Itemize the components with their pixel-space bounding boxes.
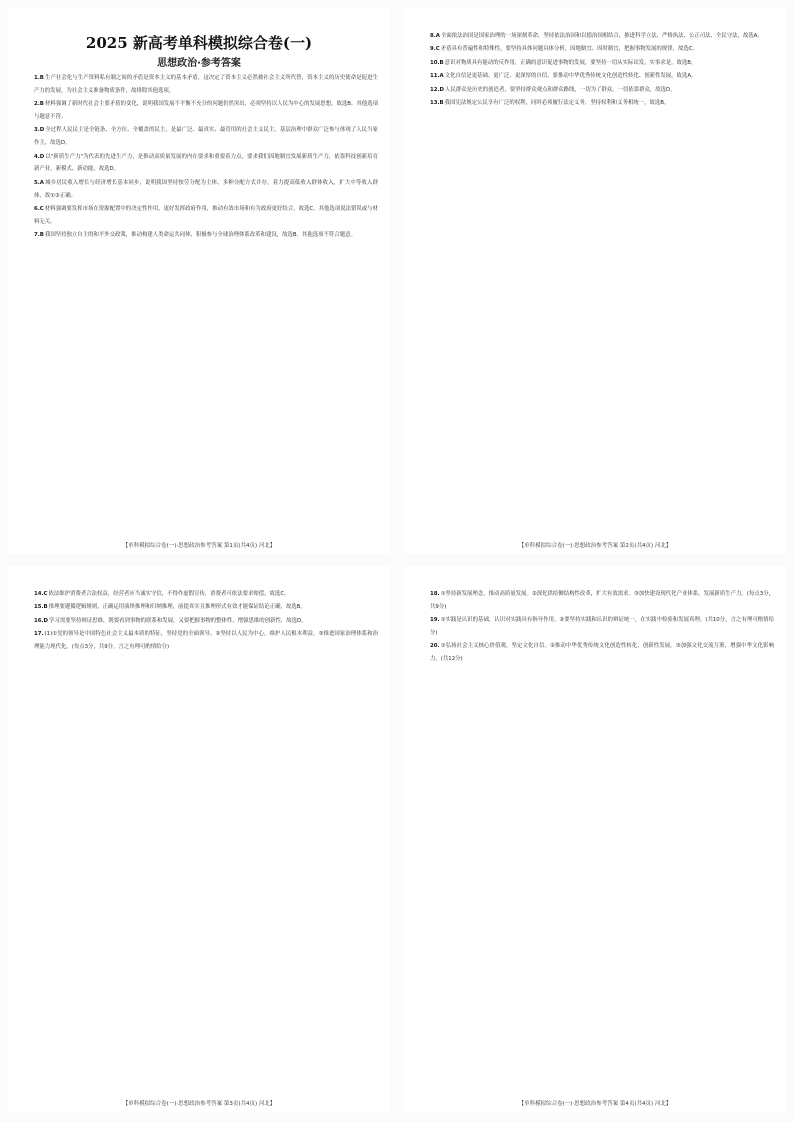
answer-item: 19.①实践是认识的基础，认识对实践具有指导作用。②要坚持实践和认识的辩证统一，在实践中检验和发展真理。(共10分，言之有理可酌情给分): [430, 617, 774, 636]
answer-body: [34, 72, 378, 536]
document-subtitle: 思想政治·参考答案: [157, 58, 241, 69]
answer-item: 18.①坚持新发展理念，推动高质量发展。②深化供给侧结构性改革，扩大有效需求。③加快建设现代化产业体系，发展新质生产力。(每点3分，共9分): [430, 591, 774, 610]
answer-item: 13.B我国宪法规定公民享有广泛的权利，同时必须履行法定义务，坚持权利和义务相统一，故选B。: [430, 99, 670, 106]
answer-item: 3.D全过程人民民主是全链条、全方位、全覆盖的民主，是最广泛、最真实、最管用的社会主义民主，基层治理中群众广泛参与体现了人民当家作主，故选D。: [34, 127, 378, 147]
page-footer: 【单科模拟综合卷(一)·思想政治参考答案 第1页(共4页) 河北】: [122, 543, 276, 549]
answer-body: [430, 30, 774, 536]
answer-page-2: [404, 8, 786, 554]
answer-item: 1.B生产社会化与生产资料私有制之间的矛盾是资本主义的基本矛盾，这决定了资本主义必然被社会主义所代替，资本主义的历史使命是促进生产力的发展，为社会主义准备物质条件，故排除其他选项。: [34, 75, 378, 94]
answer-item: 6.C材料强调要发挥市场在资源配置中的决定性作用，更好发挥政府作用，推动有效市场和有为政府更好结合，故选C。其他选项说法错误或与材料无关。: [34, 205, 378, 225]
page-footer: 【单科模拟综合卷(一)·思想政治参考答案 第4页(共4页) 河北】: [518, 1101, 672, 1107]
answer-body: [430, 588, 774, 1094]
answer-item: 4.D以"新质生产力"为代表的先进生产力，是推动高质量发展的内在要求和重要着力点，要求我们因地制宜发展新质生产力，依靠科技创新培育新产业、新模式、新动能，故选D。: [34, 153, 378, 173]
page-footer: 【单科模拟综合卷(一)·思想政治参考答案 第3页(共4页) 河北】: [122, 1101, 276, 1107]
answer-item: 7.B我国坚持独立自主的和平外交政策，推动构建人类命运共同体，积极参与全球治理体系改革和建设，故选B。其他选项不符合题意。: [34, 232, 356, 239]
page-footer: 【单科模拟综合卷(一)·思想政治参考答案 第2页(共4页) 河北】: [518, 543, 672, 549]
answer-item: 2.B材料强调了新时代社会主要矛盾的变化，说明我国发展不平衡不充分的问题仍然突出，必须坚持以人民为中心的发展思想，故选B。其他选项与题意不符。: [34, 101, 378, 120]
answer-item: 10.B意识对物质具有能动的反作用，正确的意识促进事物的发展，要坚持一切从实际出发，实事求是，故选B。: [430, 59, 697, 66]
answer-body: [34, 588, 378, 1094]
answer-item: 12.D人民群众是历史的创造者，要坚持群众观点和群众路线，一切为了群众，一切依靠群众，故选D。: [430, 86, 676, 93]
answer-item: 8.A全面依法治国是国家治理的一场深刻革命，坚持依法治国和以德治国相结合，推进科学立法、严格执法、公正司法、全民守法，故选A。: [430, 33, 763, 39]
answer-item: 5.A城乡居民收入增长与经济增长基本同步，说明我国坚持按劳分配为主体、多种分配方式并存，着力提高低收入群体收入，扩大中等收入群体，故①②正确。: [34, 179, 378, 199]
document-title: 2025 新高考单科模拟综合卷(一): [85, 34, 313, 52]
answer-item: 17.(1)①党的领导是中国特色社会主义最本质的特征，坚持党的全面领导。②坚持以人民为中心，维护人民根本利益。③推进国家治理体系和治理能力现代化。(每点3分，共9分，言之有理可酌情给分): [34, 631, 378, 650]
answer-page-3: [8, 566, 390, 1112]
answer-item: 11.A文化自信是更基础、更广泛、更深厚的自信，要推动中华优秀传统文化创造性转化、创新性发展，故选A。: [430, 73, 697, 80]
answer-item: 16.D学习需要坚持辩证思维，既要看到事物的联系和发展，又要把握事物的整体性，增强思维的创新性，故选D。: [34, 617, 307, 624]
answer-item: 15.B推理要遵循逻辑规则，正确运用演绎推理和归纳推理，前提真实且推理形式有效才能保证结论正确，故选B。: [34, 604, 306, 611]
answer-item: 9.C矛盾具有普遍性和特殊性，要坚持具体问题具体分析，因地制宜、因时制宜，把握事物发展的规律，故选C。: [430, 46, 698, 53]
answer-item: 20.①弘扬社会主义核心价值观，坚定文化自信。②推动中华优秀传统文化创造性转化、创新性发展。③加强文化交流互鉴，增强中华文化影响力。(共12分): [430, 643, 774, 663]
answer-item: 14.C依法维护消费者合法权益，经营者应当诚实守信，不得作虚假宣传，消费者可依法要求赔偿，故选C。: [34, 591, 290, 597]
answer-page-1: [8, 8, 390, 554]
answer-page-4: [404, 566, 786, 1112]
